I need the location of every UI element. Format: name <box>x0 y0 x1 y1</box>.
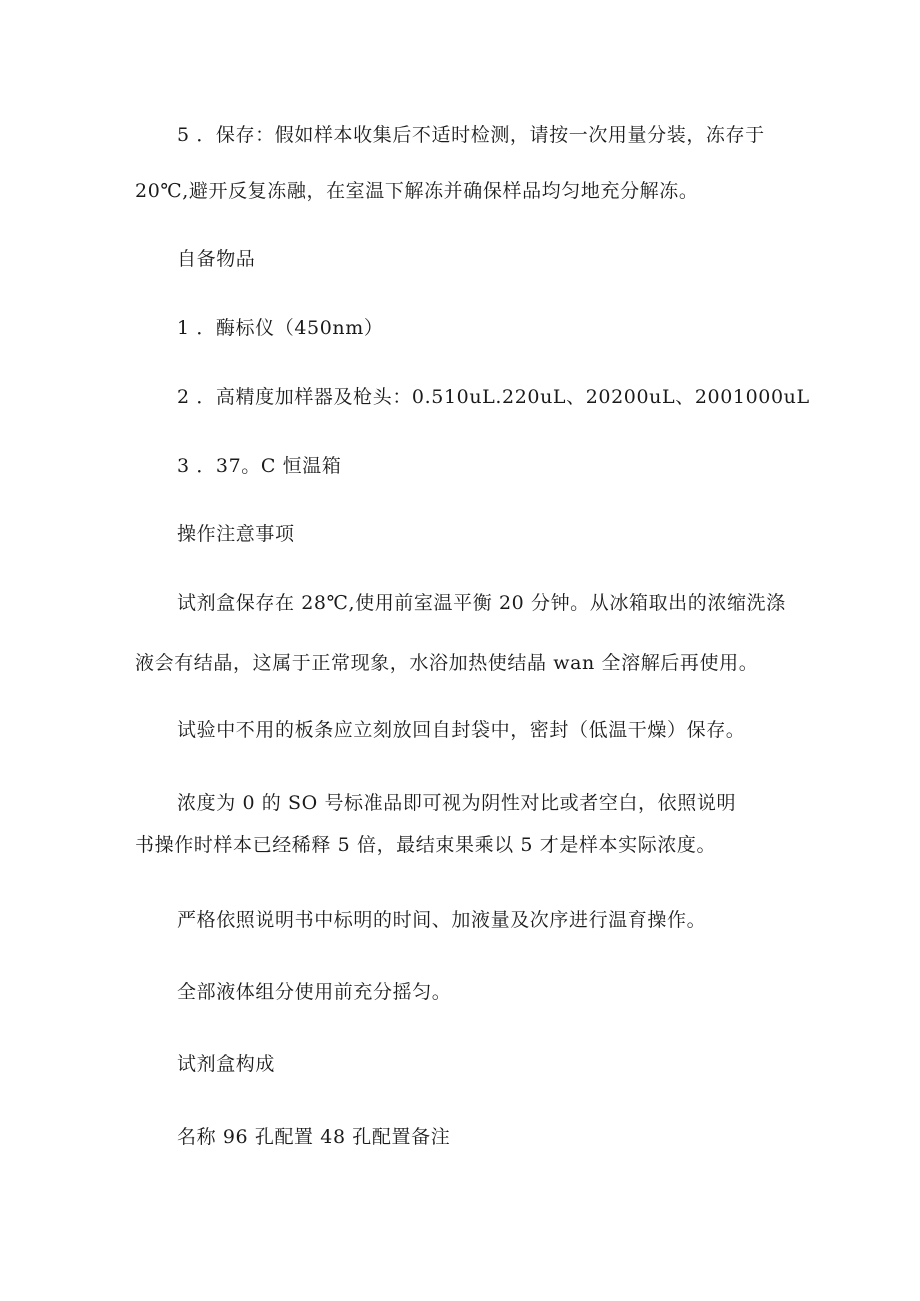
supplies-heading: 自备物品 <box>177 248 256 270</box>
storage-paragraph-line1: 5 ．保存：假如样本收集后不适时检测，请按一次用量分装，冻存于 <box>177 124 765 146</box>
precaution-3-line2: 书操作时样本已经稀释 5 倍，最结束果乘以 5 才是样本实际浓度。 <box>135 834 717 856</box>
kit-composition-heading: 试剂盒构成 <box>177 1053 276 1075</box>
supply-item-1: 1 ．酶标仪（450nm） <box>177 317 384 339</box>
supply-item-3: 3 ．37。C 恒温箱 <box>177 455 342 477</box>
precaution-3-line1: 浓度为 0 的 SO 号标准品即可视为阴性对比或者空白，依照说明 <box>177 792 737 814</box>
precaution-4: 严格依照说明书中标明的时间、加液量及次序进行温育操作。 <box>177 909 707 931</box>
supply-item-2: 2 ．高精度加样器及枪头：0.510uL.220uL、20200uL、2001000uL <box>177 386 810 408</box>
precaution-5: 全部液体组分使用前充分摇匀。 <box>177 981 452 1003</box>
kit-table-header: 名称 96 孔配置 48 孔配置备注 <box>177 1126 451 1148</box>
precaution-2: 试验中不用的板条应立刻放回自封袋中，密封（低温干燥）保存。 <box>177 719 746 741</box>
storage-paragraph-line2: 20℃,避开反复冻融，在室温下解冻并确保样品均匀地充分解冻。 <box>135 180 699 202</box>
precaution-1-line2: 液会有结晶，这属于正常现象，水浴加热使结晶 wan 全溶解后再使用。 <box>135 652 759 674</box>
precaution-1-line1: 试剂盒保存在 28℃,使用前室温平衡 20 分钟。从冰箱取出的浓缩洗涤 <box>177 592 786 614</box>
precautions-heading: 操作注意事项 <box>177 523 295 545</box>
